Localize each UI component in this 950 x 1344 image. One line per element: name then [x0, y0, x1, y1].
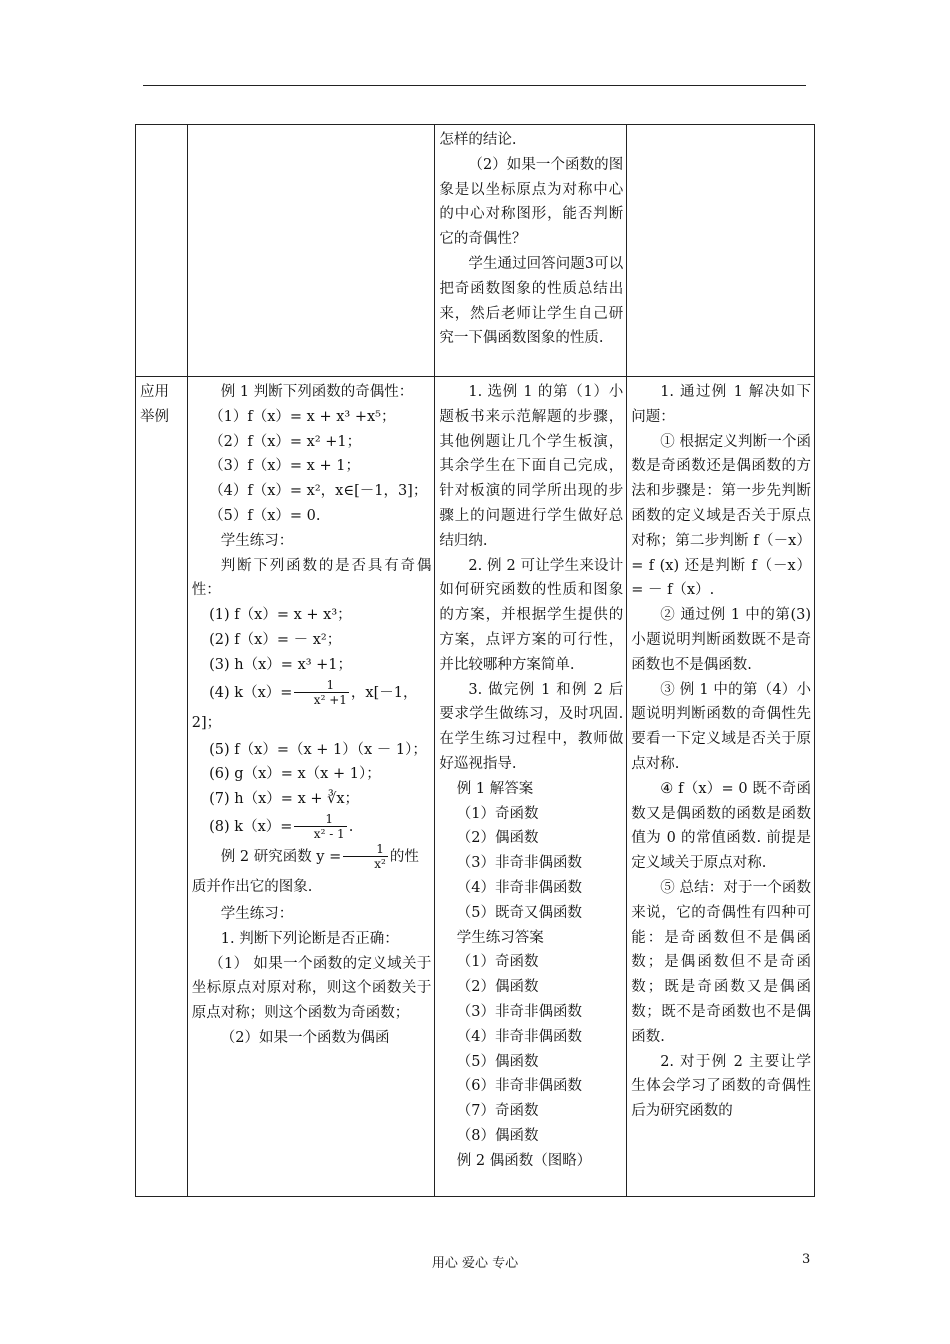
text-paragraph: 2. 对于例 2 主要让学生体会学习了函数的奇偶性后为研究函数的 [631, 1053, 811, 1120]
stage-label: 举例 [140, 408, 169, 425]
fraction-denominator: x² - 1 [313, 827, 345, 842]
practice-item [192, 678, 432, 738]
item-text: 的性质并作出它的图象. [191, 848, 419, 895]
fraction [294, 678, 348, 707]
practice-item [192, 812, 432, 842]
answer-item: （1）奇函数 [456, 954, 539, 971]
lesson-table [135, 124, 815, 1197]
answer-item: （2）偶函数 [456, 979, 539, 996]
cell-notes [627, 125, 815, 377]
practice-label: 学生练习： [220, 532, 294, 549]
answer-item: （1）奇函数 [456, 805, 539, 822]
practice-item: (7) h（x）= x + ∛x； [209, 791, 360, 808]
answer-item: （5）既奇又偶函数 [456, 904, 583, 921]
text-paragraph: 2. 例 2 可让学生来设计如何研究函数的性质和图象的方案，并根据学生提供的方案，点评方案的可行性，并比较哪种方案简单. [439, 557, 624, 673]
answer-item: （8）偶函数 [456, 1127, 539, 1144]
practice-item: (1) f（x）= x + x³； [209, 607, 352, 624]
answer-item: （6）非奇非偶函数 [456, 1078, 583, 1095]
answer-item: （7）奇函数 [456, 1103, 539, 1120]
item-text: (8) k（x）= [209, 818, 293, 835]
text-paragraph: （2）如果一个函数的图象是以坐标原点为对称中心的中心对称图形，能否判断它的奇偶性？ [439, 156, 624, 248]
example1-item: （2）f（x）= x² +1； [209, 433, 362, 450]
answer-title: 学生练习答案 [456, 929, 544, 946]
item-text: . [348, 818, 354, 835]
practice-item: (3) h（x）= x³ +1； [209, 656, 353, 673]
cell-teacher [435, 125, 627, 377]
footer-motto: 用心 爱心 专心 [431, 1256, 519, 1271]
practice-item: (2) f（x）= － x²； [209, 631, 342, 648]
item-text: 例 2 研究函数 y = [220, 848, 342, 865]
page-number: 3 [802, 1252, 811, 1267]
practice-intro: 判断下列函数的是否具有奇偶性： [191, 557, 432, 599]
fraction-numerator: 1 [294, 812, 346, 827]
text-paragraph: ④ f（x）= 0 既不奇函数又是偶函数的函数是函数值为 0 的常值函数. 前提是定义域关于原点对称. [631, 780, 811, 872]
text-paragraph: ② 通过例 1 中的第(3)小题说明判断函数既不是奇函数也不是偶函数. [631, 607, 811, 673]
text-paragraph: ③ 例 1 中的第（4）小题说明判断函数的奇偶性先要看一下定义域是否关于原点对称. [631, 681, 811, 772]
cell-stage [136, 125, 188, 377]
stage-label: 应用 [140, 384, 169, 400]
cell-examples [187, 377, 435, 1197]
text-paragraph: 学生通过回答问题3可以把奇函数图象的性质总结出来，然后老师让学生自己研究一下偶函数图象的性质. [439, 255, 624, 347]
answer-item: （4）非奇非偶函数 [456, 879, 583, 896]
cell-design-notes [627, 377, 815, 1197]
cell-content [187, 125, 435, 377]
practice-label: 学生练习： [220, 905, 294, 922]
fraction-numerator: 1 [343, 842, 388, 857]
header-rule [143, 85, 806, 86]
example1-item: （5）f（x）= 0. [209, 507, 321, 524]
text-paragraph: ① 根据定义判断一个函数是奇函数还是偶函数的方法和步骤是：第一步先判断函数的定义域是否关于原点对称；第二步判断 f（－x）= f (x) 还是判断 f（－x）= － f（x）. [631, 433, 811, 599]
fraction [343, 842, 388, 871]
practice-item: (6) g（x）= x（x + 1）； [209, 766, 381, 783]
answer-title: 例 1 解答案 [456, 780, 534, 797]
fraction-denominator: x² +1 [313, 693, 347, 708]
judge-title: 1. 判断下列论断是否正确： [220, 930, 399, 947]
table-row [136, 377, 815, 1197]
fraction [294, 812, 346, 841]
fraction-numerator: 1 [294, 678, 348, 693]
cell-teacher-activity [435, 377, 627, 1197]
answer-item: （3）非奇非偶函数 [456, 855, 583, 872]
answer-item: （2）偶函数 [456, 830, 539, 847]
text-paragraph: 3. 做完例 1 和例 2 后要求学生做练习，及时巩固. 在学生练习过程中，教师做好巡视指导. [439, 681, 624, 772]
judge-item: （2）如果一个函数为偶函 [220, 1029, 390, 1046]
cell-stage-label [136, 377, 188, 1197]
answer-title: 例 2 偶函数（图略） [456, 1152, 592, 1169]
practice-item: (5) f（x）=（x + 1）（x － 1）； [209, 741, 427, 758]
answer-item: （5）偶函数 [456, 1053, 539, 1070]
example1-item: （1）f（x）= x + x³ +x⁵； [209, 408, 396, 425]
item-text: ，x[－1，2]； [191, 684, 418, 731]
answer-item: （3）非奇非偶函数 [456, 1003, 583, 1020]
text-paragraph: 1. 通过例 1 解决如下问题： [631, 384, 811, 425]
text-line: 怎样的结论. [439, 132, 517, 148]
table-row [136, 125, 815, 377]
text-paragraph: 1. 选例 1 的第（1）小题板书来示范解题的步骤，其他例题让几个学生板演，其余学生在下面自己完成，针对板演的同学所出现的步骤上的问题进行学生做好总结归纳. [439, 384, 624, 549]
answer-item: （4）非奇非偶函数 [456, 1028, 583, 1045]
fraction-denominator: x² [374, 857, 386, 872]
judge-item: （1） 如果一个函数的定义域关于坐标原点对原对称，则这个函数关于原点对称；则这个函数为奇函数； [191, 955, 432, 1022]
example1-title: 例 1 判断下列函数的奇偶性： [220, 384, 414, 400]
text-paragraph: ⑤ 总结：对于一个函数来说，它的奇偶性有四种可能：是奇函数但不是偶函数；是偶函数但不是奇函数；既是奇函数又是偶函数；既不是奇函数也不是偶函数. [631, 879, 811, 1045]
item-text: (4) k（x）= [209, 684, 293, 701]
example2-title [192, 842, 432, 902]
example1-item: （3）f（x）= x + 1； [209, 458, 360, 475]
example1-item: （4）f（x）= x²，x∈[－1，3]； [209, 483, 428, 500]
